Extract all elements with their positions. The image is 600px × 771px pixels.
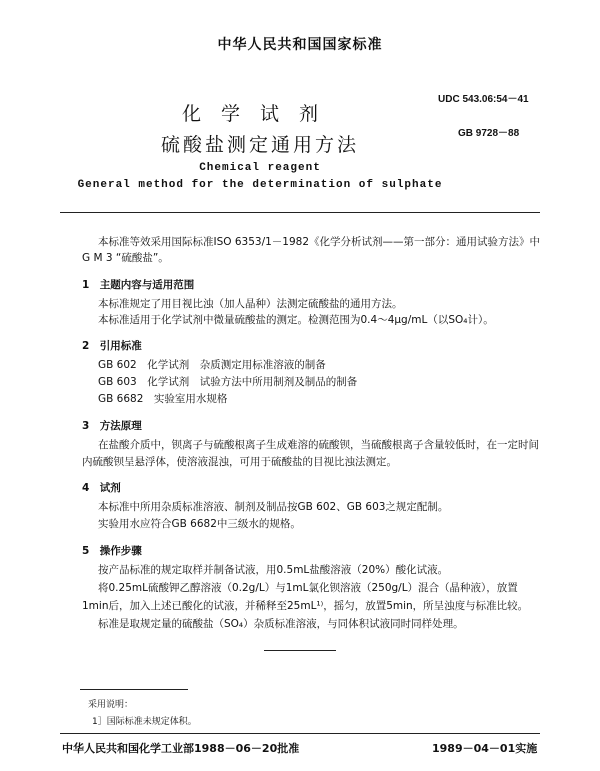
section-1-line-2: 本标准适用于化学试剂中微量硫酸盐的测定。检测范围为0.4～4μg/mL（以SO₄计）。 (98, 314, 494, 326)
footer-issuer: 中华人民共和国化学工业部1988－06－20批准 (62, 742, 300, 755)
section-2-line-3: GB 6682 实验室用水规格 (98, 393, 228, 405)
section-5-line-2: 将0.25mL硫酸钾乙醇溶液（0.2g/L）与1mL氯化钡溶液（250g/L）混合（晶种液），放置 (98, 582, 518, 594)
section-3-heading: 3 方法原理 (82, 420, 142, 432)
footer-effective-date: 1989－04－01实施 (432, 742, 538, 755)
section-4-heading: 4 试剂 (82, 482, 121, 494)
section-5-line-1: 按产品标准的规定取样并制备试液，用0.5mL盐酸溶液（20%）酸化试液。 (98, 564, 449, 576)
gb-number: GB 9728－88 (458, 128, 520, 139)
notes-divider (80, 689, 188, 690)
section-1-line-1: 本标准规定了用目视比浊（加人晶种）法测定硫酸盐的通用方法。 (98, 298, 403, 310)
udc-code: UDC 543.06:54－41 (438, 94, 529, 105)
section-5-line-3: 1min后，加入上述已酸化的试液，并稀释至25mL¹⁾，摇匀，放置5min，所呈浊度与标准比较。 (82, 600, 529, 612)
footer-divider (60, 733, 540, 734)
section-4-line-2: 实验用水应符合GB 6682中三级水的规格。 (98, 518, 301, 530)
title-main: 化学试剂 (181, 103, 338, 125)
section-1-heading: 1 主题内容与适用范围 (82, 279, 195, 291)
notes-label: 采用说明： (88, 700, 134, 710)
section-2-line-2: GB 603 化学试剂 试验方法中所用制剂及制品的制备 (98, 376, 358, 388)
section-2-heading: 2 引用标准 (82, 340, 142, 352)
section-2-line-1: GB 602 化学试剂 杂质测定用标准溶液的制备 (98, 359, 326, 371)
section-5-line-4: 标准是取规定量的硫酸盐（SO₄）杂质标准溶液，与同体积试液同时同样处理。 (98, 618, 464, 630)
notes-item-1: 1］国际标准未规定体积。 (92, 717, 197, 727)
section-5-heading: 5 操作步骤 (82, 545, 142, 557)
title-english-line2: General method for the determination of sulphate (77, 179, 443, 191)
end-of-text-rule (264, 650, 336, 651)
title-english-line1: Chemical reagent (199, 162, 321, 174)
section-4-line-1: 本标准中所用杂质标准溶液、制剂及制品按GB 602、GB 603之规定配制。 (98, 501, 449, 513)
intro-line-1: 本标准等效采用国际标准ISO 6353/1－1982《化学分析试剂——第一部分：通用试验方法》中 (98, 236, 541, 248)
intro-line-2: G M 3 “硫酸盐”。 (82, 252, 169, 264)
header-divider (60, 212, 540, 213)
section-3-line-1: 在盐酸介质中，钡离子与硫酸根离子生成难溶的硫酸钡，当硫酸根离子含量较低时，在一定时间 (98, 439, 539, 451)
standard-type-title: 中华人民共和国国家标准 (217, 37, 383, 53)
title-sub: 硫酸盐测定通用方法 (160, 134, 359, 156)
section-3-line-2: 内硫酸钡呈悬浮体，使溶液混浊，可用于硫酸盐的目视比浊法测定。 (82, 456, 397, 468)
